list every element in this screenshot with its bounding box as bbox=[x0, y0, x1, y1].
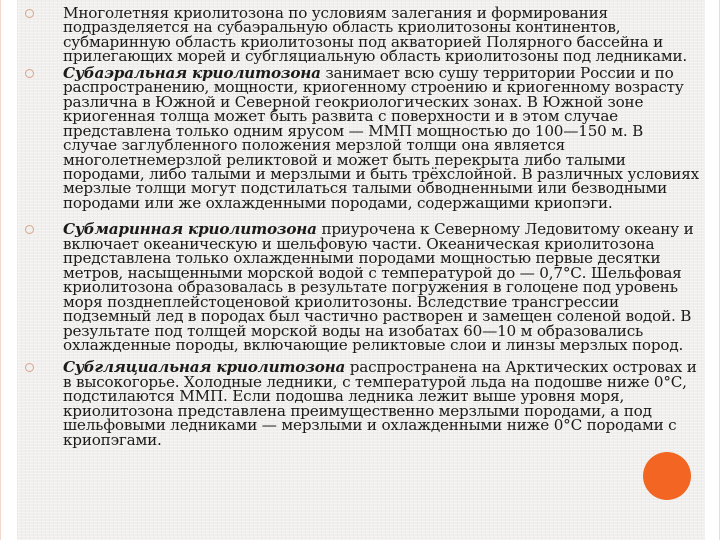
bullet-submarine bbox=[23, 222, 699, 352]
bullet-term: Субмаринная криолитозона bbox=[63, 220, 317, 239]
bullet-text: занимает всю сушу территории России и по распространению, мощности, криогенному строению и криогенному возрасту различна в Южной и Северной геокриологических зонах. В Южной зоне криогенная толща может быть развита с поверхности и в этом случае представлена только одним ярусом — ММП мощностью до 100—150 м. В случае заглубленного положения мерзлой толщи она является многолетнемерзлой реликтовой и может быть перекрыта либо талыми породами, либо талыми и мерзлыми и быть трёхслойной. В различных условиях мерзлые толщи могут подстилаться талыми обводненными или безводными породами или же охлажденными породами, содержащими криопэги. bbox=[63, 63, 699, 212]
bullet-text: распространена на Арктических островах и в высокогорье. Холодные ледники, с температурой льда на подошве ниже 0°С, подстилаются ММП. Если подошва ледника лежит выше уровня моря, криолитозона представлена преимущественно мерзлыми породами, а под шельфовыми ледниками — мерзлыми и охлажденными ниже 0°С породами с криопэгами. bbox=[63, 358, 697, 449]
bullet-text: приурочена к Северному Ледовитому океану и включает океаническую и шельфовую части. Океаническая криолитозона представлена только охлажденными породами мощностью первые десятки метров, насыщенными морской водой с температурой до — 0,7°С. Шельфовая криолитозона образовалась в результате погружения в голоцене под уровень моря позднеплейстоценовой криолитозоны. Вследствие трансгрессии подземный лед в породах был частично растворен и замещен соленой водой. В результате под толщей морской воды на изобатах 60—10 м образовались охлажденные породы, включающие реликтовые слои и линзы мерзлых пород. bbox=[63, 220, 694, 354]
bullet-circle-icon bbox=[25, 69, 34, 78]
bullet-term: Субаэральная криолитозона bbox=[63, 63, 321, 82]
slide-content bbox=[23, 6, 699, 534]
bullet-circle-icon bbox=[25, 363, 34, 372]
bullet-subglacial bbox=[23, 360, 699, 447]
bullet-list bbox=[23, 6, 699, 447]
bullet-intro bbox=[23, 6, 699, 64]
bullet-circle-icon bbox=[25, 9, 34, 18]
orange-circle-decoration bbox=[643, 452, 691, 500]
bullet-circle-icon bbox=[25, 225, 34, 234]
bullet-text: Многолетняя криолитозона по условиям залегания и формирования подразделяется на субаэральную область криолитозоны континентов, субмаринную область криолитозоны под акваторией Полярного бассейна и прилегающих морей и субгляциальную область криолитозоны под ледниками. bbox=[63, 4, 688, 66]
bullet-subaerial bbox=[23, 63, 699, 212]
bullet-term: Субгляциальная криолитозона bbox=[63, 358, 346, 377]
